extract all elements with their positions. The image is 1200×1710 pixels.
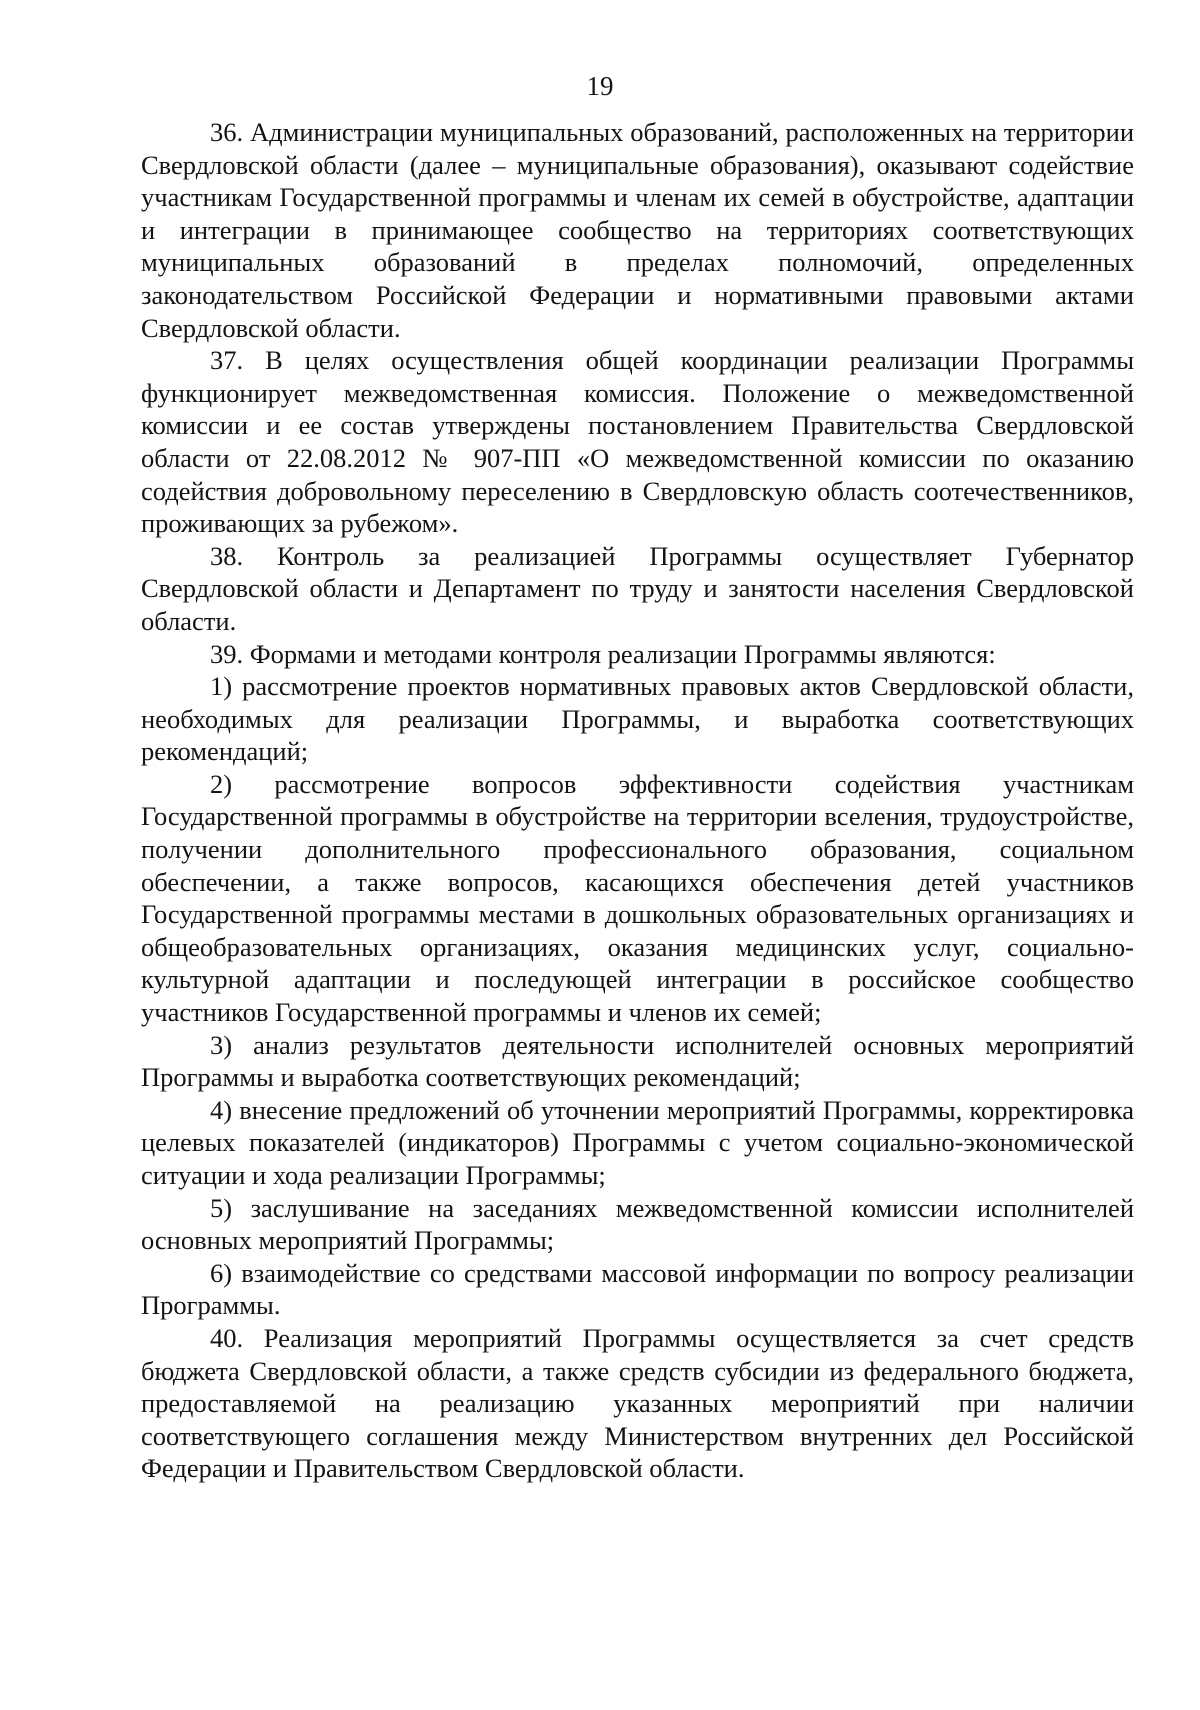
paragraph-36: 36. Администрации муниципальных образований, расположенных на территории Свердловской области (далее – муниципальные образования), оказывают содействие участникам Государственной программы и членам их семей в обустройстве, адаптации и интеграции в принимающее сообщество на территориях соответствующих муниципальных образований в пределах полномочий, определенных законодательством Российской Федерации и нормативными правовыми актами Свердловской области.	[141, 117, 1134, 343]
list-item-4: 4) внесение предложений об уточнении мероприятий Программы, корректировка целевых показателей (индикаторов) Программы с учетом социально-экономической ситуации и хода реализации Программы;	[141, 1094, 1134, 1190]
document-body	[141, 116, 1134, 1485]
list-item-6: 6) взаимодействие со средствами массовой информации по вопросу реализации Программы.	[141, 1257, 1134, 1321]
paragraph-40: 40. Реализация мероприятий Программы осуществляется за счет средств бюджета Свердловской области, а также средств субсидии из федерального бюджета, предоставляемой на реализацию указанных мероприятий при наличии соответствующего соглашения между Министерством внутренних дел Российской Федерации и Правительством Свердловской области.	[141, 1322, 1134, 1484]
list-item-3: 3) анализ результатов деятельности исполнителей основных мероприятий Программы и выработка соответствующих рекомендаций;	[141, 1029, 1134, 1093]
list-item-1: 1) рассмотрение проектов нормативных правовых актов Свердловской области, необходимых для реализации Программы, и выработка соответствующих рекомендаций;	[141, 671, 1134, 767]
page-number: 19	[586, 71, 614, 101]
list-item-5: 5) заслушивание на заседаниях межведомственной комиссии исполнителей основных мероприятий Программы;	[141, 1192, 1134, 1256]
paragraph-37: 37. В целях осуществления общей координации реализации Программы функционирует межведомственная комиссия. Положение о межведомственной комиссии и ее состав утверждены постановлением Правительства Свердловской области от 22.08.2012 № 907-ПП «О межведомственной комиссии по оказанию содействия добровольному переселению в Свердловскую область соотечественников, проживающих за рубежом».	[141, 345, 1134, 539]
paragraph-39: 39. Формами и методами контроля реализации Программы являются:	[210, 638, 996, 669]
list-item-2: 2) рассмотрение вопросов эффективности содействия участникам Государственной программы в обустройстве на территории вселения, трудоустройстве, получении дополнительного профессионального образования, социальном обеспечении, а также вопросов, касающихся обеспечения детей участников Государственной программы местами в дошкольных образовательных организациях и общеобразовательных организациях, оказания медицинских услуг, социально-культурной адаптации и последующей интеграции в российское сообщество участников Государственной программы и членов их семей;	[141, 768, 1134, 1028]
paragraph-38: 38. Контроль за реализацией Программы осуществляет Губернатор Свердловской области и Департамент по труду и занятости населения Свердловской области.	[141, 540, 1134, 636]
